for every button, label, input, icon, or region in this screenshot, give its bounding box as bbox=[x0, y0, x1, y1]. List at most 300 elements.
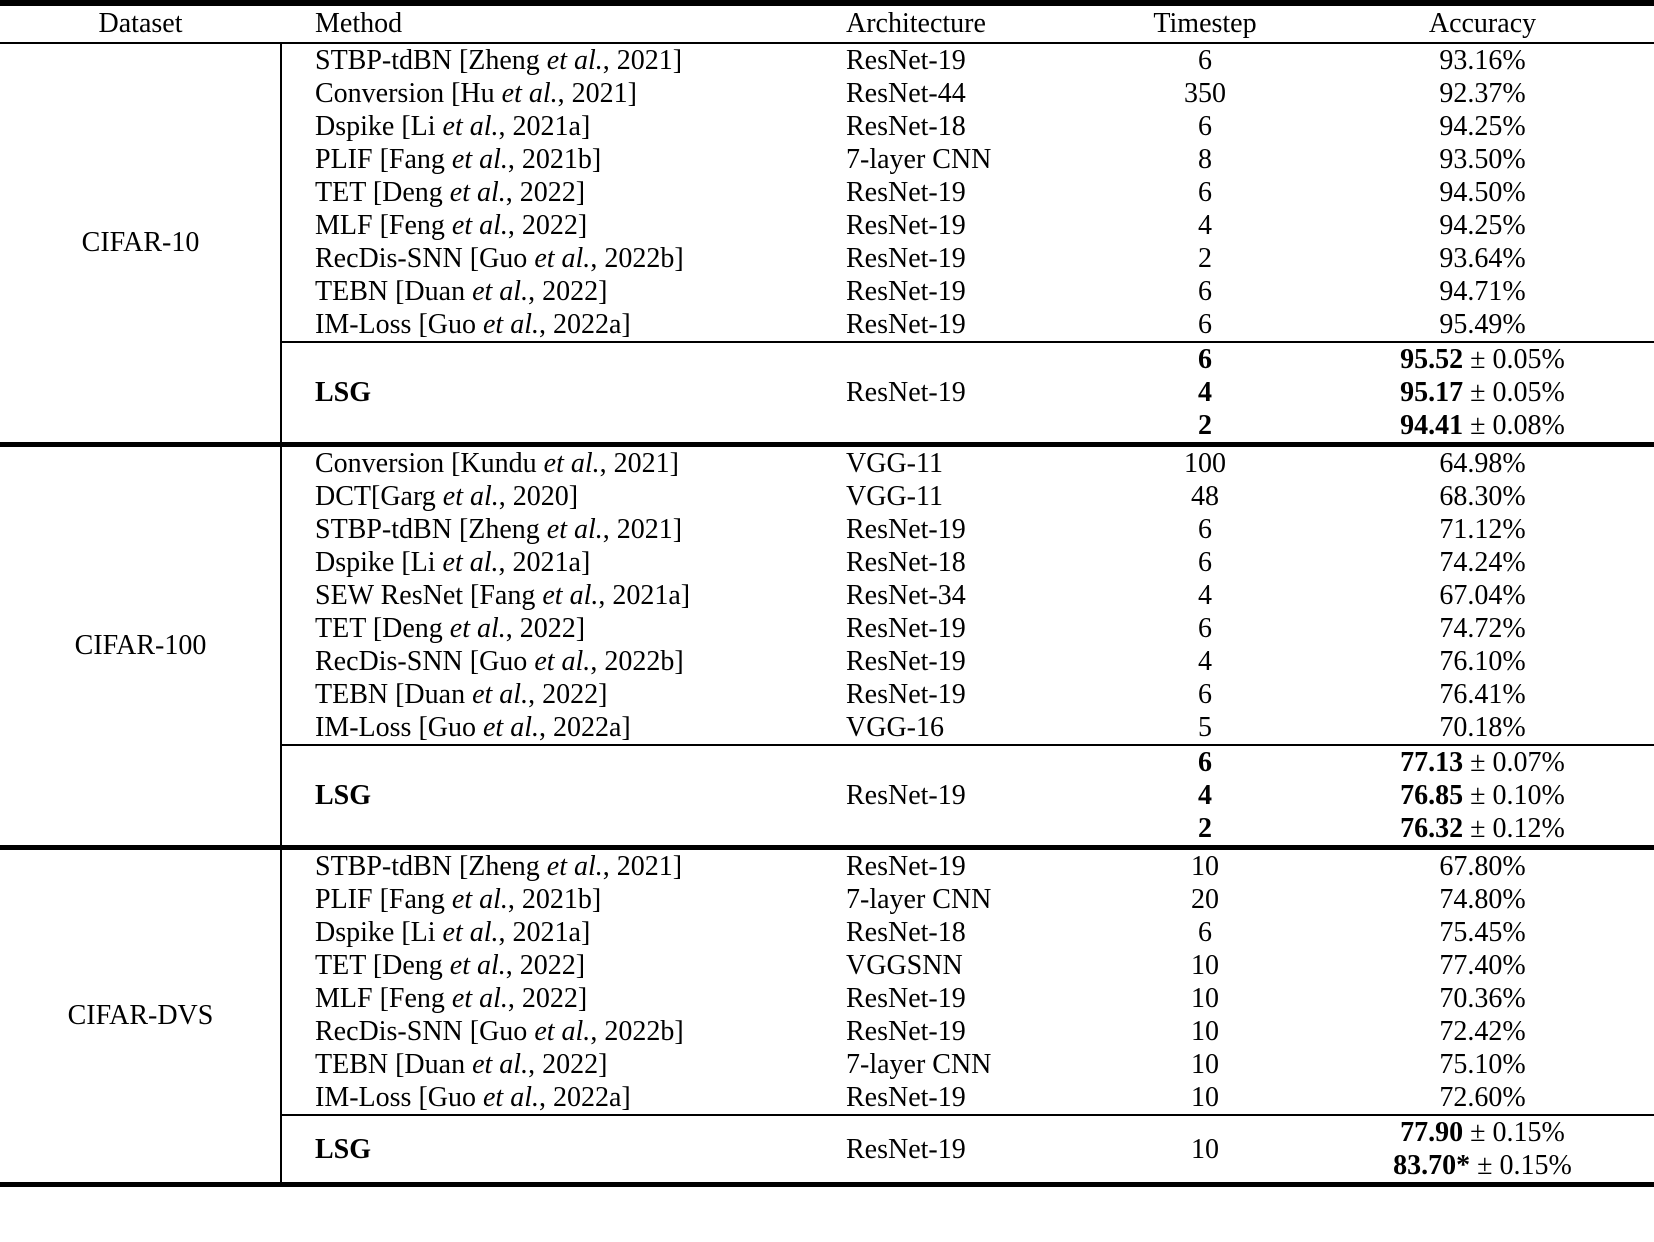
citation-suffix: , 2022a] bbox=[539, 309, 631, 340]
accuracy-value: 64.98% bbox=[1439, 448, 1526, 479]
method-cell bbox=[281, 949, 833, 982]
timestep-cell-ours bbox=[1099, 409, 1311, 444]
citation-suffix: , 2022a] bbox=[539, 1082, 631, 1113]
method-label bbox=[281, 44, 833, 77]
citation-suffix: , 2021a] bbox=[498, 111, 591, 142]
timestep-cell bbox=[1099, 849, 1311, 883]
timestep-cell bbox=[1099, 176, 1311, 209]
timestep-value: 5 bbox=[1198, 712, 1212, 743]
method-label bbox=[281, 242, 833, 275]
accuracy-std: ± 0.05% bbox=[1463, 377, 1565, 408]
citation-prefix: [Li bbox=[401, 917, 443, 948]
accuracy-cell bbox=[1311, 110, 1654, 143]
accuracy-cell bbox=[1311, 612, 1654, 645]
dataset-label: CIFAR-10 bbox=[81, 226, 200, 258]
citation-suffix: , 2022] bbox=[505, 950, 586, 981]
architecture-label: ResNet-19 bbox=[846, 243, 966, 274]
citation-prefix: [Guo bbox=[469, 243, 535, 274]
method-cell bbox=[281, 308, 833, 341]
method-cell bbox=[281, 513, 833, 546]
accuracy-std: ± 0.10% bbox=[1463, 780, 1565, 811]
method-name: IM-Loss bbox=[315, 712, 419, 743]
timestep-cell bbox=[1099, 143, 1311, 176]
accuracy-value: 94.25% bbox=[1439, 210, 1526, 241]
accuracy-value: 68.30% bbox=[1439, 481, 1526, 512]
method-label bbox=[281, 513, 833, 546]
accuracy-cell bbox=[1311, 275, 1654, 308]
architecture-label: ResNet-19 bbox=[846, 983, 966, 1014]
timestep-value: 10 bbox=[1191, 1082, 1219, 1113]
accuracy-value: 76.10% bbox=[1439, 646, 1526, 677]
architecture-cell bbox=[833, 711, 1099, 744]
method-cell-ours bbox=[281, 343, 833, 444]
citation-prefix: [Deng bbox=[372, 177, 450, 208]
architecture-cell bbox=[833, 579, 1099, 612]
architecture-cell bbox=[833, 883, 1099, 916]
timestep-cell bbox=[1099, 678, 1311, 711]
accuracy-value: 93.64% bbox=[1439, 243, 1526, 274]
method-cell bbox=[281, 645, 833, 678]
accuracy-std: ± 0.05% bbox=[1463, 344, 1565, 375]
architecture-cell bbox=[833, 110, 1099, 143]
citation-prefix: [Guo bbox=[469, 646, 535, 677]
citation-prefix: [Zheng bbox=[458, 851, 547, 882]
accuracy-value: 74.72% bbox=[1439, 613, 1526, 644]
citation-suffix: , 2021a] bbox=[598, 580, 691, 611]
architecture-cell bbox=[833, 275, 1099, 308]
timestep-cell bbox=[1099, 579, 1311, 612]
accuracy-std: ± 0.08% bbox=[1463, 410, 1565, 441]
header-accuracy bbox=[1311, 5, 1654, 43]
timestep-cell bbox=[1099, 275, 1311, 308]
citation-prefix: [Feng bbox=[379, 210, 452, 241]
timestep-value: 6 bbox=[1198, 276, 1212, 307]
citation-etal: et al. bbox=[451, 983, 508, 1014]
architecture-label: ResNet-18 bbox=[846, 917, 966, 948]
citation-prefix: [Zheng bbox=[458, 45, 547, 76]
accuracy-mean: 95.17 bbox=[1400, 377, 1464, 408]
architecture-label-ours: ResNet-19 bbox=[846, 780, 966, 811]
citation-prefix: [Duan bbox=[395, 276, 473, 307]
timestep-cell bbox=[1099, 711, 1311, 744]
citation-etal: et al. bbox=[442, 111, 499, 142]
accuracy-value-ours bbox=[1311, 779, 1654, 812]
timestep-cell bbox=[1099, 308, 1311, 341]
citation-suffix: , 2022] bbox=[528, 276, 608, 307]
architecture-label: ResNet-19 bbox=[846, 1016, 966, 1047]
citation-etal: et al. bbox=[546, 514, 603, 545]
timestep-value: 6 bbox=[1198, 514, 1212, 545]
timestep-cell-ours bbox=[1099, 746, 1311, 779]
citation-suffix: , 2022b] bbox=[590, 243, 684, 274]
method-name: TET bbox=[315, 950, 373, 981]
citation-prefix: [Li bbox=[401, 547, 443, 578]
dataset-label: CIFAR-100 bbox=[74, 629, 207, 661]
architecture-cell bbox=[833, 1081, 1099, 1114]
timestep-cell bbox=[1099, 949, 1311, 982]
method-name: IM-Loss bbox=[315, 309, 419, 340]
citation-prefix: [Garg bbox=[371, 481, 443, 512]
citation-etal: et al. bbox=[472, 1049, 529, 1080]
citation-etal: et al. bbox=[483, 712, 539, 743]
method-label bbox=[281, 275, 833, 308]
timestep-cell bbox=[1099, 916, 1311, 949]
accuracy-value-ours bbox=[1311, 746, 1654, 779]
architecture-cell bbox=[833, 77, 1099, 110]
method-name: TEBN bbox=[315, 276, 396, 307]
timestep-value: 8 bbox=[1198, 144, 1212, 175]
method-cell bbox=[281, 110, 833, 143]
timestep-value: 6 bbox=[1198, 177, 1212, 208]
timestep-value-ours: 2 bbox=[1198, 410, 1212, 441]
citation-suffix: , 2021b] bbox=[507, 144, 602, 175]
method-cell bbox=[281, 480, 833, 513]
accuracy-cell bbox=[1311, 480, 1654, 513]
architecture-label: ResNet-18 bbox=[846, 111, 966, 142]
accuracy-value-ours bbox=[1311, 409, 1654, 442]
method-name: Dspike bbox=[315, 917, 402, 948]
accuracy-cell bbox=[1311, 982, 1654, 1015]
citation-etal: et al. bbox=[483, 1082, 539, 1113]
architecture-cell bbox=[833, 546, 1099, 579]
citation-etal: et al. bbox=[543, 448, 600, 479]
architecture-cell bbox=[833, 176, 1099, 209]
accuracy-cell bbox=[1311, 242, 1654, 275]
architecture-cell bbox=[833, 513, 1099, 546]
header-dataset-label: Dataset bbox=[98, 8, 183, 39]
method-cell bbox=[281, 916, 833, 949]
accuracy-cell bbox=[1311, 645, 1654, 678]
method-cell bbox=[281, 678, 833, 711]
timestep-value: 350 bbox=[1184, 78, 1226, 109]
method-cell bbox=[281, 1015, 833, 1048]
accuracy-cell bbox=[1311, 1048, 1654, 1081]
citation-etal: et al. bbox=[449, 950, 506, 981]
method-label bbox=[281, 678, 833, 711]
timestep-value: 6 bbox=[1198, 111, 1212, 142]
timestep-cell-ours bbox=[1099, 812, 1311, 847]
method-label bbox=[281, 176, 833, 209]
citation-prefix: [Deng bbox=[372, 950, 450, 981]
accuracy-cell-ours bbox=[1311, 746, 1654, 779]
architecture-label: ResNet-19 bbox=[846, 276, 966, 307]
accuracy-cell bbox=[1311, 711, 1654, 744]
header-method bbox=[281, 5, 833, 43]
method-name: Dspike bbox=[315, 111, 402, 142]
accuracy-value: 70.36% bbox=[1439, 983, 1526, 1014]
timestep-cell bbox=[1099, 1048, 1311, 1081]
citation-prefix: [Feng bbox=[379, 983, 452, 1014]
header-architecture-label: Architecture bbox=[846, 8, 986, 39]
dataset-cell bbox=[0, 849, 281, 1184]
method-name: STBP-tdBN bbox=[315, 851, 459, 882]
accuracy-value: 94.71% bbox=[1439, 276, 1526, 307]
citation-prefix: [Fang bbox=[379, 144, 452, 175]
architecture-cell-ours bbox=[833, 1116, 1099, 1184]
citation-suffix: , 2021] bbox=[602, 514, 683, 545]
timestep-cell-ours bbox=[1099, 343, 1311, 376]
method-name: TET bbox=[315, 613, 373, 644]
citation-suffix: , 2020] bbox=[498, 481, 579, 512]
architecture-label: VGG-11 bbox=[846, 481, 943, 512]
citation-etal: et al. bbox=[442, 547, 499, 578]
citation-etal: et al. bbox=[449, 177, 506, 208]
method-name: IM-Loss bbox=[315, 1082, 419, 1113]
accuracy-std: ± 0.15% bbox=[1463, 1117, 1565, 1148]
architecture-cell bbox=[833, 242, 1099, 275]
architecture-cell bbox=[833, 480, 1099, 513]
header-dataset bbox=[0, 5, 281, 43]
method-label bbox=[281, 546, 833, 579]
citation-suffix: , 2022] bbox=[505, 613, 586, 644]
architecture-label: ResNet-44 bbox=[846, 78, 966, 109]
accuracy-cell bbox=[1311, 678, 1654, 711]
timestep-value: 6 bbox=[1198, 547, 1212, 578]
method-label bbox=[281, 645, 833, 678]
dataset-cell bbox=[0, 44, 281, 444]
accuracy-cell bbox=[1311, 1015, 1654, 1048]
architecture-label: 7-layer CNN bbox=[846, 884, 992, 915]
timestep-value: 6 bbox=[1198, 917, 1212, 948]
column-divider-dataset-method bbox=[280, 44, 282, 444]
accuracy-value-ours bbox=[1311, 1149, 1654, 1182]
accuracy-value: 67.80% bbox=[1439, 851, 1526, 882]
method-cell-ours bbox=[281, 1116, 833, 1184]
accuracy-cell bbox=[1311, 546, 1654, 579]
timestep-value: 10 bbox=[1191, 950, 1219, 981]
method-name: RecDis-SNN bbox=[315, 243, 470, 274]
header-architecture bbox=[833, 5, 1099, 43]
accuracy-cell bbox=[1311, 209, 1654, 242]
architecture-cell bbox=[833, 308, 1099, 341]
accuracy-mean: 95.52 bbox=[1400, 344, 1464, 375]
method-label bbox=[281, 447, 833, 480]
accuracy-cell bbox=[1311, 849, 1654, 883]
timestep-cell bbox=[1099, 1015, 1311, 1048]
table-row bbox=[0, 849, 1654, 883]
architecture-cell bbox=[833, 645, 1099, 678]
timestep-value: 6 bbox=[1198, 45, 1212, 76]
method-cell bbox=[281, 883, 833, 916]
method-name: TEBN bbox=[315, 679, 396, 710]
accuracy-value: 74.24% bbox=[1439, 547, 1526, 578]
accuracy-value-ours bbox=[1311, 812, 1654, 845]
architecture-cell bbox=[833, 982, 1099, 1015]
accuracy-cell bbox=[1311, 883, 1654, 916]
timestep-cell bbox=[1099, 645, 1311, 678]
timestep-cell bbox=[1099, 446, 1311, 480]
architecture-cell-ours bbox=[833, 746, 1099, 847]
accuracy-std: ± 0.07% bbox=[1463, 747, 1565, 778]
timestep-cell bbox=[1099, 77, 1311, 110]
accuracy-cell bbox=[1311, 446, 1654, 480]
architecture-label: ResNet-19 bbox=[846, 177, 966, 208]
citation-suffix: , 2021a] bbox=[498, 547, 591, 578]
accuracy-mean: 76.32 bbox=[1400, 813, 1464, 844]
accuracy-cell-ours bbox=[1311, 409, 1654, 444]
accuracy-value: 70.18% bbox=[1439, 712, 1526, 743]
citation-etal: et al. bbox=[534, 243, 591, 274]
accuracy-cell-ours bbox=[1311, 812, 1654, 847]
timestep-cell-ours bbox=[1099, 779, 1311, 812]
citation-etal: et al. bbox=[546, 45, 603, 76]
method-cell bbox=[281, 849, 833, 883]
citation-suffix: , 2022b] bbox=[590, 646, 684, 677]
citation-etal: et al. bbox=[534, 646, 591, 677]
method-cell bbox=[281, 77, 833, 110]
method-cell bbox=[281, 242, 833, 275]
accuracy-std: ± 0.12% bbox=[1463, 813, 1565, 844]
citation-prefix: [Guo bbox=[418, 309, 483, 340]
timestep-value: 6 bbox=[1198, 613, 1212, 644]
method-name-ours: LSG bbox=[315, 377, 372, 408]
citation-suffix: , 2021] bbox=[602, 45, 683, 76]
citation-etal: et al. bbox=[449, 613, 506, 644]
citation-suffix: , 2022] bbox=[507, 210, 588, 241]
timestep-cell bbox=[1099, 1081, 1311, 1114]
timestep-cell bbox=[1099, 242, 1311, 275]
architecture-label: ResNet-18 bbox=[846, 547, 966, 578]
table-row bbox=[0, 44, 1654, 77]
citation-suffix: , 2021] bbox=[557, 78, 637, 109]
accuracy-mean: 77.90 bbox=[1400, 1117, 1464, 1148]
method-cell bbox=[281, 579, 833, 612]
method-cell bbox=[281, 176, 833, 209]
method-name: MLF bbox=[315, 210, 380, 241]
method-name: DCT bbox=[315, 481, 371, 512]
header-method-label: Method bbox=[315, 8, 403, 39]
architecture-label: ResNet-19 bbox=[846, 45, 966, 76]
method-label bbox=[281, 308, 833, 341]
accuracy-value: 77.40% bbox=[1439, 950, 1526, 981]
header-timestep bbox=[1099, 5, 1311, 43]
timestep-value-ours: 6 bbox=[1198, 747, 1212, 778]
accuracy-value: 71.12% bbox=[1439, 514, 1526, 545]
method-name: Dspike bbox=[315, 547, 402, 578]
architecture-cell bbox=[833, 1015, 1099, 1048]
method-name: RecDis-SNN bbox=[315, 646, 470, 677]
method-label bbox=[281, 110, 833, 143]
dataset-cell bbox=[0, 446, 281, 847]
accuracy-cell bbox=[1311, 513, 1654, 546]
accuracy-cell bbox=[1311, 77, 1654, 110]
timestep-value-ours: 10 bbox=[1191, 1133, 1219, 1165]
citation-suffix: , 2022] bbox=[507, 983, 588, 1014]
citation-prefix: [Kundu bbox=[451, 448, 544, 479]
accuracy-cell bbox=[1311, 176, 1654, 209]
architecture-label: VGG-11 bbox=[846, 448, 943, 479]
architecture-label: VGG-16 bbox=[846, 712, 944, 743]
citation-suffix: , 2021] bbox=[602, 851, 683, 882]
accuracy-cell-ours bbox=[1311, 779, 1654, 812]
citation-etal: et al. bbox=[451, 884, 508, 915]
method-label bbox=[281, 480, 833, 513]
citation-suffix: , 2021b] bbox=[507, 884, 602, 915]
accuracy-value: 74.80% bbox=[1439, 884, 1526, 915]
architecture-label: ResNet-19 bbox=[846, 851, 966, 882]
citation-suffix: , 2021] bbox=[599, 448, 679, 479]
accuracy-value: 95.49% bbox=[1439, 309, 1526, 340]
timestep-cell bbox=[1099, 546, 1311, 579]
accuracy-cell-ours bbox=[1311, 343, 1654, 376]
table-row bbox=[0, 446, 1654, 480]
timestep-cell bbox=[1099, 612, 1311, 645]
timestep-value: 10 bbox=[1191, 851, 1219, 882]
citation-prefix: [Duan bbox=[395, 1049, 473, 1080]
citation-prefix: [Duan bbox=[395, 679, 473, 710]
architecture-label: ResNet-19 bbox=[846, 646, 966, 677]
architecture-cell bbox=[833, 1048, 1099, 1081]
citation-etal: et al. bbox=[546, 851, 603, 882]
architecture-label: ResNet-34 bbox=[846, 580, 966, 611]
citation-etal: et al. bbox=[501, 78, 558, 109]
method-cell bbox=[281, 44, 833, 77]
accuracy-value: 92.37% bbox=[1439, 78, 1526, 109]
citation-suffix: , 2021a] bbox=[498, 917, 591, 948]
method-name: STBP-tdBN bbox=[315, 45, 459, 76]
method-cell bbox=[281, 711, 833, 744]
method-name: Conversion bbox=[315, 78, 452, 109]
accuracy-value-ours bbox=[1311, 343, 1654, 376]
accuracy-mean: 94.41 bbox=[1400, 410, 1464, 441]
method-label bbox=[281, 916, 833, 949]
accuracy-cell-ours bbox=[1311, 1116, 1654, 1149]
timestep-value: 2 bbox=[1198, 243, 1212, 274]
method-label bbox=[281, 143, 833, 176]
timestep-cell bbox=[1099, 44, 1311, 77]
citation-etal: et al. bbox=[442, 481, 499, 512]
architecture-label: VGGSNN bbox=[846, 950, 963, 981]
timestep-cell-ours bbox=[1099, 1116, 1311, 1184]
citation-etal: et al. bbox=[451, 144, 508, 175]
citation-suffix: , 2022] bbox=[505, 177, 586, 208]
citation-etal: et al. bbox=[472, 679, 529, 710]
architecture-label: ResNet-19 bbox=[846, 1082, 966, 1113]
header-timestep-label: Timestep bbox=[1153, 8, 1257, 39]
method-cell bbox=[281, 982, 833, 1015]
accuracy-value: 94.25% bbox=[1439, 111, 1526, 142]
citation-etal: et al. bbox=[483, 309, 539, 340]
accuracy-cell-ours bbox=[1311, 376, 1654, 409]
architecture-label-ours: ResNet-19 bbox=[846, 1133, 966, 1165]
method-cell-ours bbox=[281, 746, 833, 847]
timestep-value: 10 bbox=[1191, 1049, 1219, 1080]
architecture-cell bbox=[833, 143, 1099, 176]
method-cell bbox=[281, 209, 833, 242]
citation-prefix: [Zheng bbox=[458, 514, 547, 545]
timestep-value: 6 bbox=[1198, 309, 1212, 340]
citation-suffix: , 2022] bbox=[528, 679, 608, 710]
architecture-label: ResNet-19 bbox=[846, 309, 966, 340]
citation-etal: et al. bbox=[472, 276, 529, 307]
method-name: PLIF bbox=[315, 884, 380, 915]
accuracy-cell bbox=[1311, 949, 1654, 982]
method-label bbox=[281, 1081, 833, 1114]
citation-prefix: [Guo bbox=[418, 1082, 483, 1113]
dataset-label: CIFAR-DVS bbox=[67, 999, 214, 1031]
accuracy-value: 75.10% bbox=[1439, 1049, 1526, 1080]
method-label bbox=[281, 1048, 833, 1081]
method-label bbox=[281, 579, 833, 612]
method-label bbox=[281, 209, 833, 242]
method-label bbox=[281, 949, 833, 982]
timestep-value-ours: 6 bbox=[1198, 344, 1212, 375]
timestep-value: 10 bbox=[1191, 983, 1219, 1014]
column-divider-dataset-method-2 bbox=[280, 446, 282, 847]
accuracy-value: 75.45% bbox=[1439, 917, 1526, 948]
citation-prefix: [Deng bbox=[372, 613, 450, 644]
accuracy-value: 76.41% bbox=[1439, 679, 1526, 710]
